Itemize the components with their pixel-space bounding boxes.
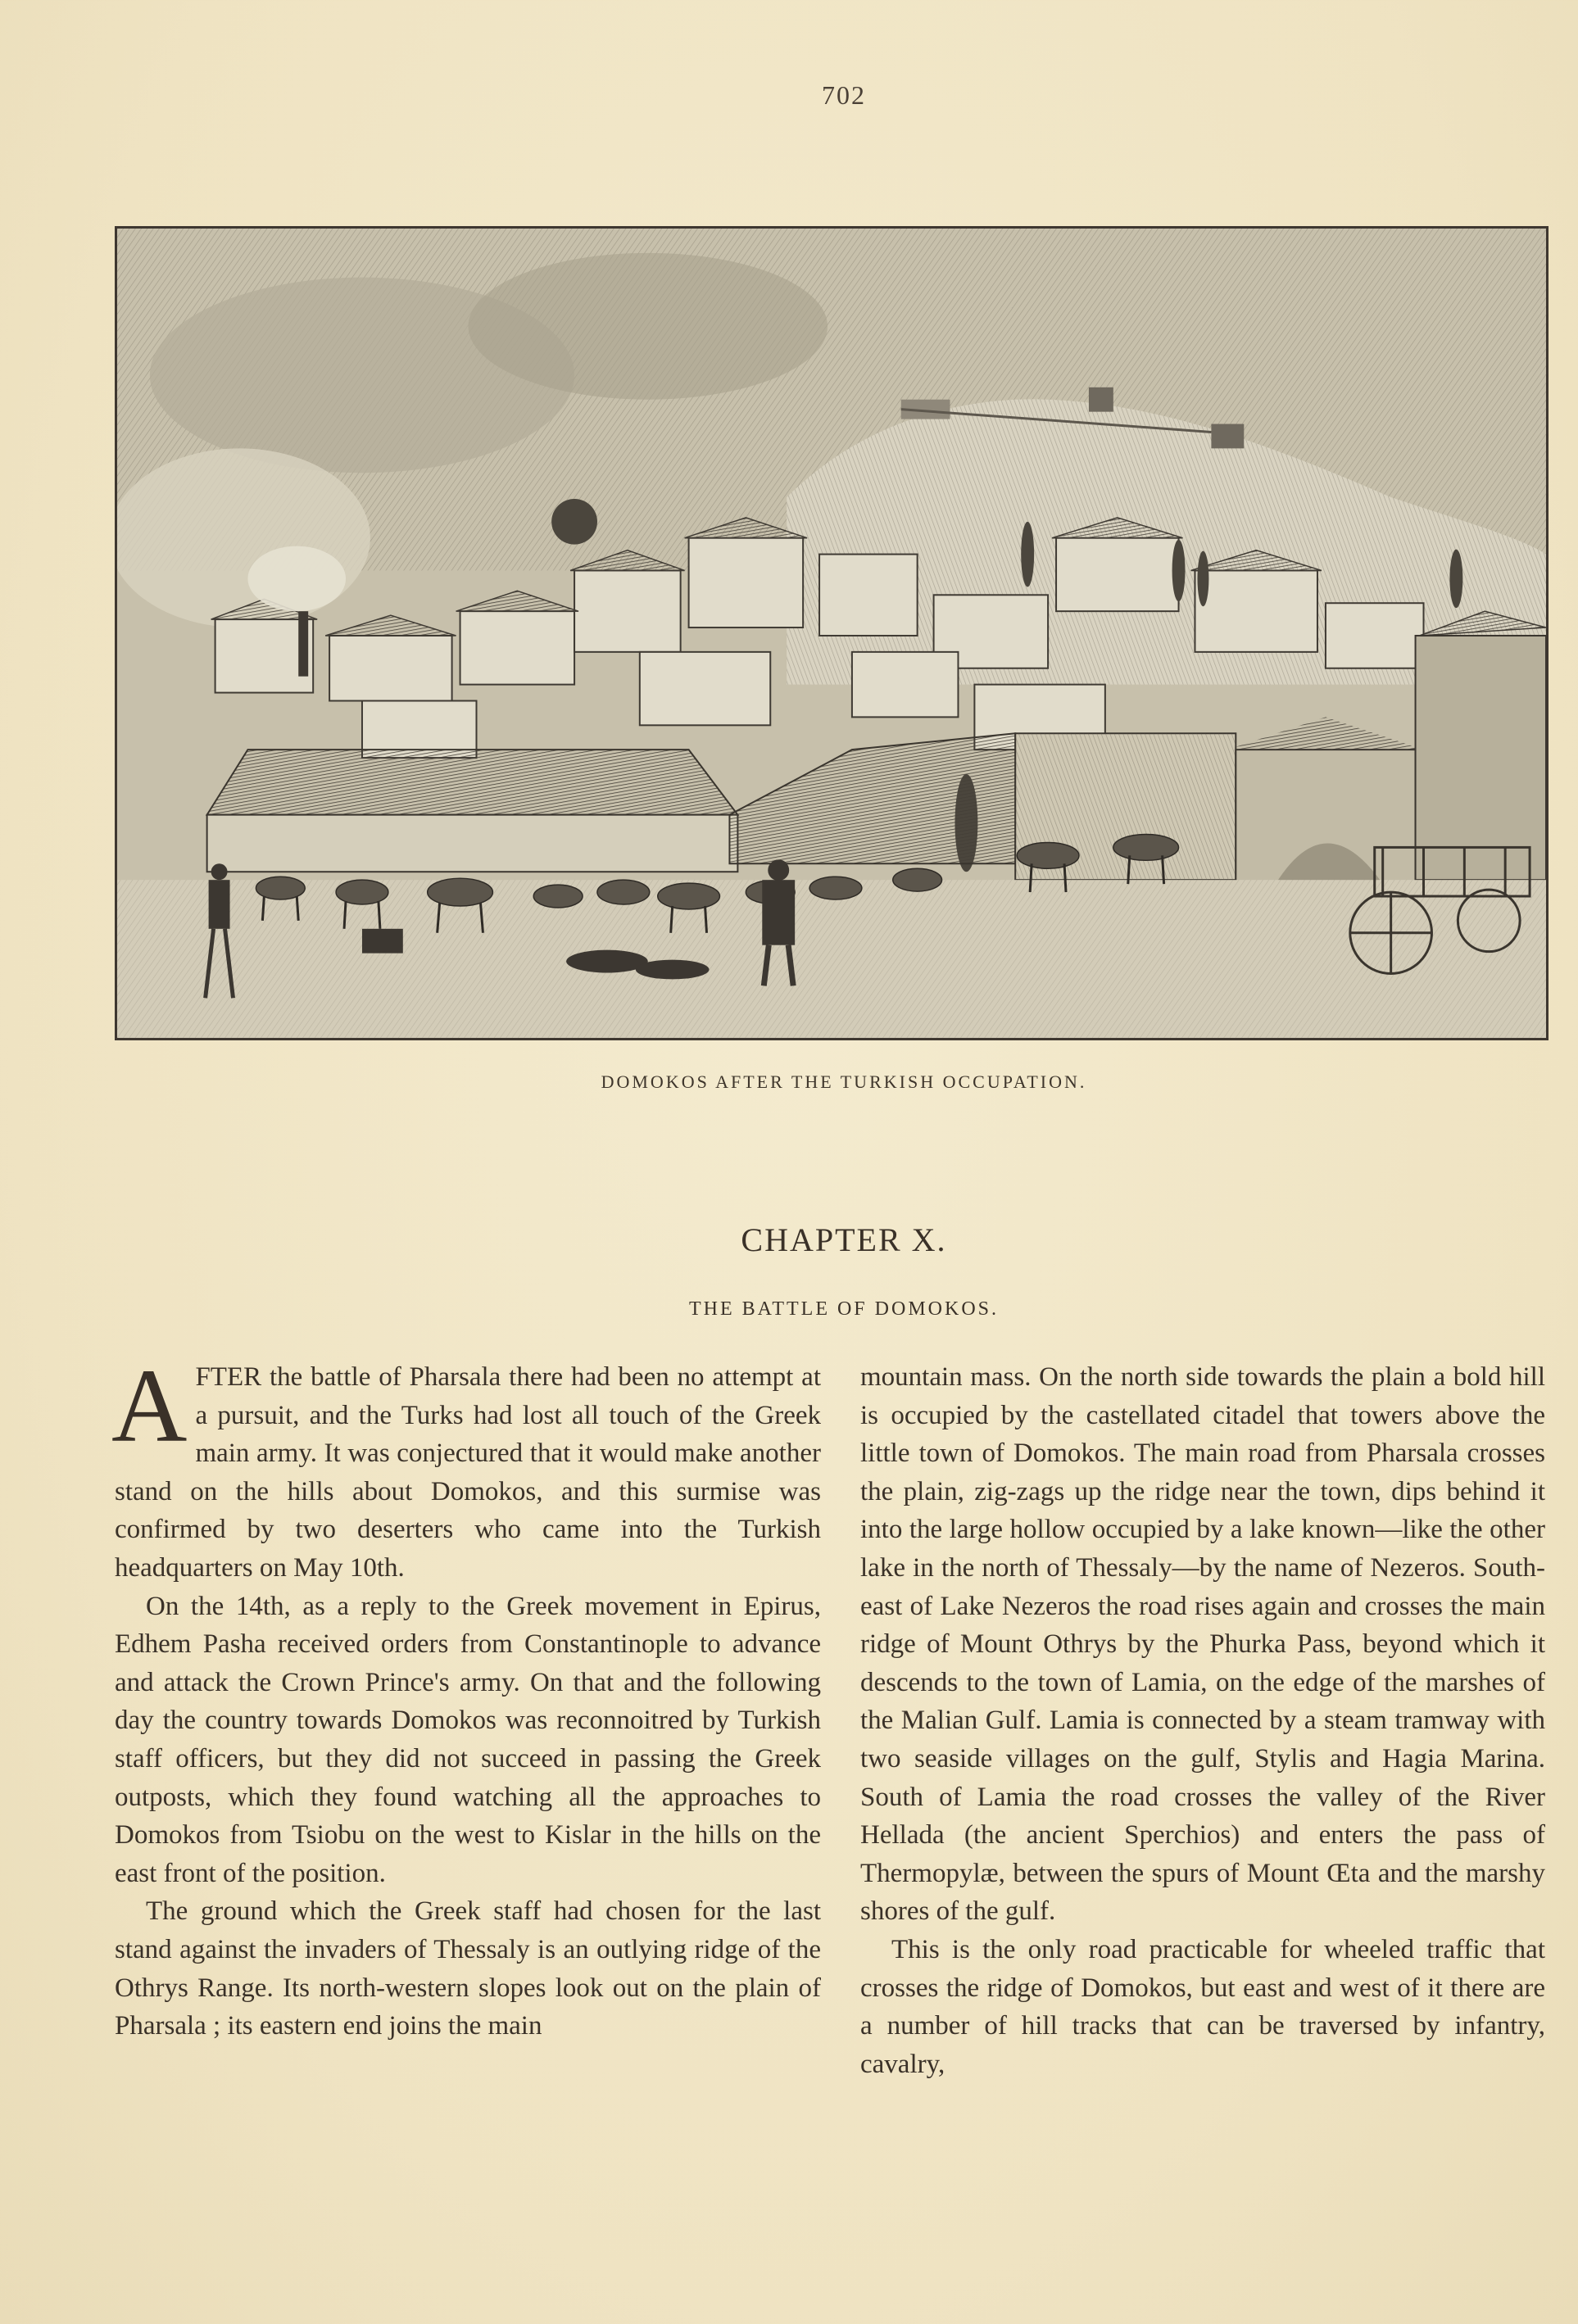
paragraph-1 [111,1348,821,1588]
illustration-caption: DOMOKOS AFTER THE TURKISH OCCUPATION. [601,1071,1087,1092]
illustration [115,226,1549,1040]
paragraph-3: The ground which the Greek staff had chosen for the last stand against the invaders of Thessaly is an outlying ridge of the Othrys Range. Its north-western slopes look out on the plain of Pharsala ; its eastern end joins the main [115,1896,821,2041]
paragraph-2: On the 14th, as a reply to the Greek movement in Epirus, Edhem Pasha received orders from Constantinople to advance and attack the Crown Prince's army. On that and the following day the country towards Domokos was reconnoitred by Turkish staff officers, but they did not succeed in passing the Greek outposts, which they found watching all the approaches to Domokos from Tsiobu on the west to Kislar in the hills on the east front of the position. [115,1591,821,1888]
chapter-title: CHAPTER X. [741,1221,947,1258]
engraving-domokos-image [117,229,1546,1038]
paragraph-4: This is the only road practicable for wheeled traffic that crosses the ridge of Domokos, but east and west of it there are a number of hill tracks that can be traversed by infantry, cavalry, [860,1934,1545,2079]
chapter-subtitle: THE BATTLE OF DOMOKOS. [689,1298,999,1320]
drop-cap: A [111,1348,188,1464]
text-column-left [111,1348,821,2045]
text-column-right [860,1358,1545,2083]
paragraph-3-continued: mountain mass. On the north side towards the plain a bold hill is occupied by the castellated citadel that towers above the little town of Domokos. The main road from Pharsala crosses the plain, zig-zags up the ridge near the town, dips behind it into the large hollow occupied by a lake known—like the other lake in the north of Thessaly—by the name of Nezeros. South-east of Lake Nezeros the road rises again and crosses the main ridge of Mount Othrys by the Phurka Pass, beyond which it descends to the town of Lamia, on the edge of the marshes of the Malian Gulf. Lamia is connected by a steam tramway with two seaside villages on the gulf, Stylis and Hagia Marina. South of Lamia the road crosses the valley of the River Hellada (the ancient Sperchios) and enters the pass of Thermopylæ, between the spurs of Mount Œta and the marshy shores of the gulf. [860,1362,1545,1927]
paragraph-1-text: FTER the battle of Pharsala there had been no attempt at a pursuit, and the Turks had lost all touch of the Greek main army. It was conjectured that it would make another stand on the hills about Domokos, and this surmise was confirmed by two deserters who came into the Turkish headquarters on May 10th. [115,1362,821,1583]
page-number: 702 [822,80,866,110]
